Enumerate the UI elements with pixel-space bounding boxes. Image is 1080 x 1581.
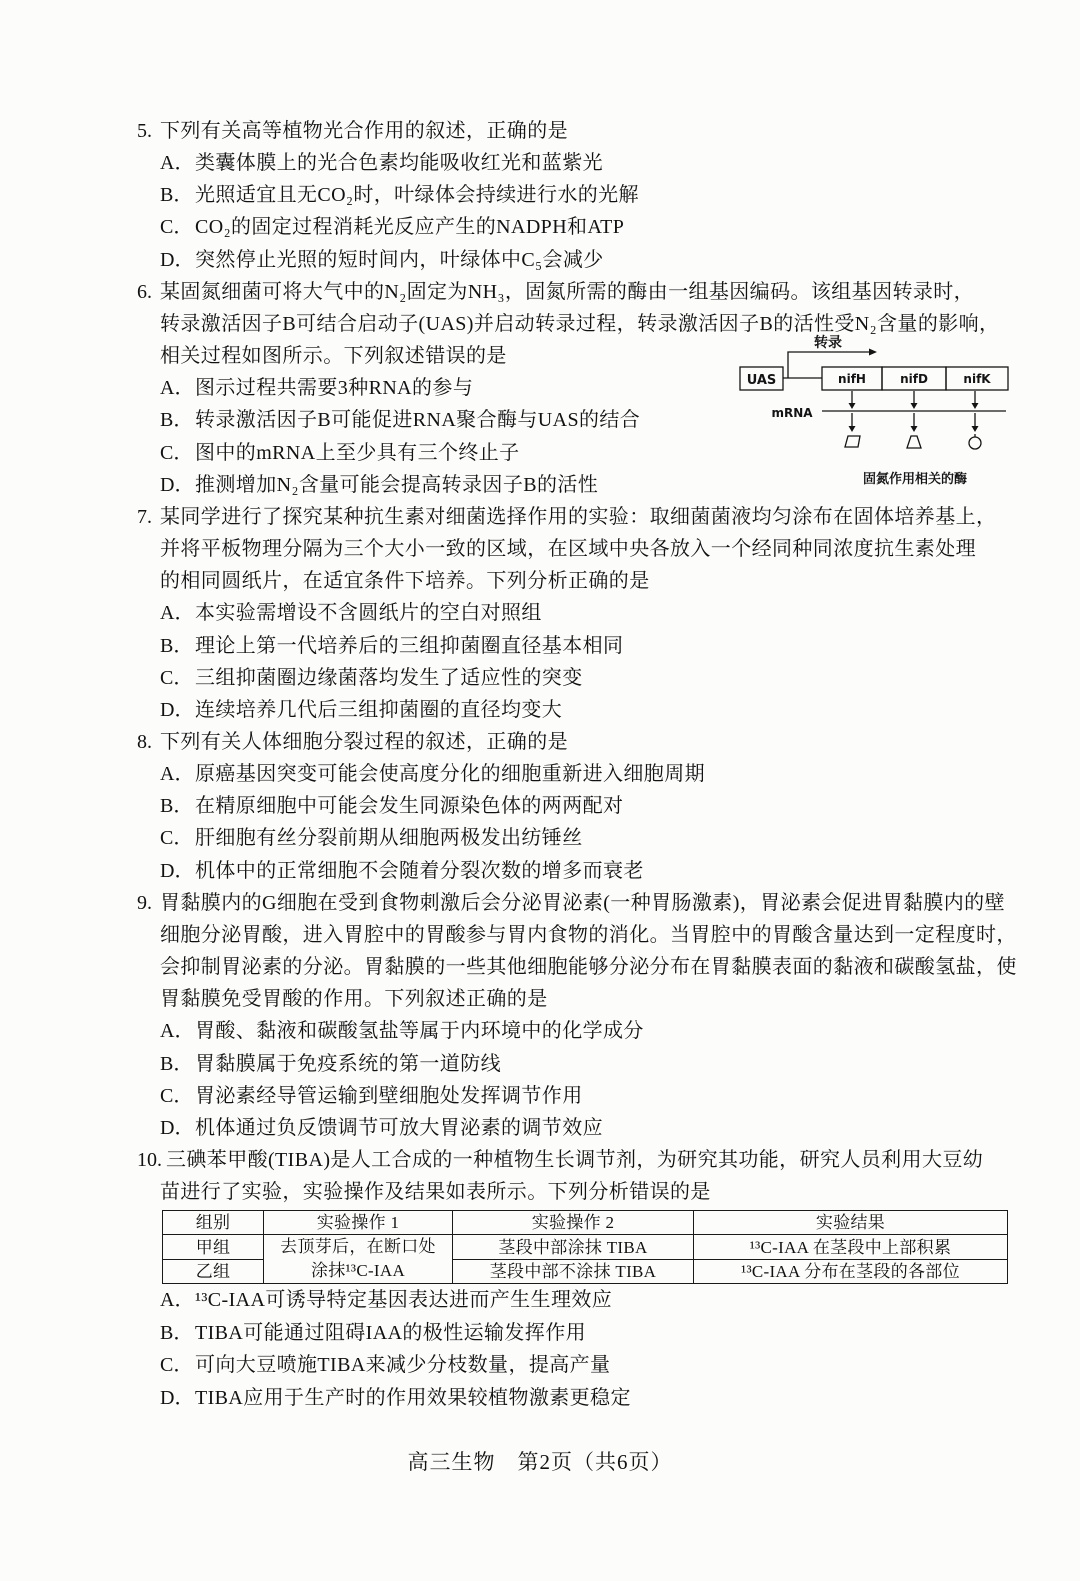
option-c [137, 211, 1037, 243]
question-stem [137, 501, 1037, 533]
stem-line: 下列有关高等植物光合作用的叙述，正确的是 [160, 120, 568, 142]
option-a [137, 1284, 1037, 1317]
option-label: B． [160, 1052, 194, 1075]
stem-line: 的相同圆纸片，在适宜条件下培养。下列分析正确的是 [160, 570, 650, 593]
gene-label-nifh: nifH [838, 372, 866, 386]
option-d [137, 1112, 1037, 1144]
stem-line: 某固氮细菌可将大气中的N₂固定为NH₃，固氮所需的酶由一组基因编码。该组基因转录时， [160, 280, 975, 303]
option-text: 图中的mRNA上至少具有三个终止子 [195, 441, 520, 464]
arrowhead-down [849, 426, 856, 432]
table-cell-op2: 茎段中部不涂抹 TIBA [453, 1259, 694, 1284]
stem-line: 胃黏膜免受胃酸的作用。下列叙述正确的是 [160, 988, 548, 1011]
option-text: 推测增加N₂含量可能会提高转录因子B的活性 [195, 473, 599, 496]
option-text: 理论上第一代培养后的三组抑菌圈直径基本相同 [195, 634, 624, 657]
stem-line: 某同学进行了探究某种抗生素对细菌选择作用的实验：取细菌菌液均匀涂布在固体培养基上， [160, 505, 997, 528]
question-number: 10. [137, 1149, 162, 1171]
question-9 [137, 887, 1037, 1144]
question-8 [137, 726, 1037, 887]
stem-line: 转录激活因子B可结合启动子(UAS)并启动转录过程，转录激活因子B的活性受N₂含量的影响， [160, 312, 1000, 335]
table-cell-shared-op1 [264, 1235, 453, 1284]
option-text: 胃黏膜属于免疫系统的第一道防线 [195, 1052, 501, 1075]
option-label: A． [160, 602, 195, 625]
option-label: D． [160, 859, 195, 882]
option-d [137, 855, 1037, 887]
option-label: D． [160, 1116, 195, 1139]
option-label: D． [160, 1386, 195, 1409]
arrowhead-down [972, 403, 979, 409]
option-b [137, 630, 1037, 662]
option-d [137, 244, 1037, 276]
table-header: 实验操作 2 [453, 1211, 694, 1235]
stem-line: 会抑制胃泌素的分泌。胃黏膜的一些其他细胞能够分泌分布在胃黏膜表面的黏液和碳酸氢盐，使 [160, 956, 1017, 979]
gene-label-nifd: nifD [900, 372, 928, 386]
option-text: 机体中的正常细胞不会随着分裂次数的增多而衰老 [195, 859, 644, 882]
question-column [137, 115, 1037, 1414]
enzyme-shape-cone [907, 436, 921, 448]
arrowhead-down [911, 426, 918, 432]
arrowhead-down [972, 426, 979, 432]
option-label: C． [160, 827, 194, 850]
enzyme-shape-trapezoid [845, 436, 860, 447]
option-a [137, 758, 1037, 790]
option-label: B． [160, 1321, 194, 1344]
option-label: D． [160, 698, 195, 721]
stem-line: 三碘苯甲酸(TIBA)是人工合成的一种植物生长调节剂，为研究其功能，研究人员利用大豆幼 [166, 1149, 984, 1171]
option-a [137, 147, 1037, 179]
option-label: C． [160, 666, 194, 689]
option-text: 突然停止光照的短时间内，叶绿体中C₅会减少 [195, 248, 604, 271]
experiment-table [162, 1210, 1008, 1284]
table-header-row [163, 1211, 1008, 1235]
table-header: 实验操作 1 [264, 1211, 453, 1235]
option-b [137, 1317, 1037, 1350]
option-label: B． [160, 409, 194, 432]
transcription-label: 转录 [814, 335, 842, 351]
option-label: C． [160, 441, 194, 464]
stem-line: 苗进行了实验，实验操作及结果如表所示。下列分析错误的是 [160, 1181, 711, 1204]
stem-line: 并将平板物理分隔为三个大小一致的区域，在区域中央各放入一个经同种同浓度抗生素处理 [160, 538, 976, 561]
option-b [137, 1048, 1037, 1080]
nitrogen-fixation-diagram [735, 330, 1015, 490]
table-cell-result: ¹³C-IAA 分布在茎段的各部位 [694, 1259, 1008, 1284]
mrna-label: mRNA [771, 406, 813, 420]
option-label: B． [160, 184, 194, 207]
option-c [137, 1349, 1037, 1382]
option-label: A． [160, 1020, 195, 1043]
option-text: 类囊体膜上的光合色素均能吸收红光和蓝紫光 [195, 152, 603, 175]
arrowhead-down [849, 403, 856, 409]
question-stem [137, 887, 1037, 919]
question-5 [137, 115, 1037, 276]
table-cell-group: 乙组 [163, 1259, 264, 1284]
option-label: B． [160, 634, 194, 657]
option-text: TIBA应用于生产时的作用效果较植物激素更稳定 [195, 1386, 631, 1409]
stem-line: 细胞分泌胃酸，进入胃腔中的胃酸参与胃内食物的消化。当胃腔中的胃酸含量达到一定程度时， [160, 923, 1017, 946]
option-text: 肝细胞有丝分裂前期从细胞两极发出纺锤丝 [195, 827, 583, 850]
table-cell-group: 甲组 [163, 1235, 264, 1260]
option-text: 光照适宜且无CO₂时，叶绿体会持续进行水的光解 [195, 184, 639, 207]
table-row [163, 1235, 1008, 1260]
option-label: B． [160, 795, 194, 818]
table-header: 组别 [163, 1211, 264, 1235]
option-b [137, 179, 1037, 211]
option-text: 三组抑菌圈边缘菌落均发生了适应性的突变 [195, 666, 583, 689]
question-stem [137, 115, 1037, 147]
question-stem [137, 1144, 1037, 1176]
arrowhead-right [869, 349, 877, 356]
option-text: ¹³C-IAA可诱导特定基因表达进而产生生理效应 [195, 1289, 613, 1312]
option-text: 在精原细胞中可能会发生同源染色体的两两配对 [195, 795, 624, 818]
question-number: 7. [137, 505, 152, 528]
option-c [137, 1080, 1037, 1112]
option-a [137, 1015, 1037, 1047]
option-c [137, 662, 1037, 694]
option-label: C． [160, 1354, 194, 1377]
option-label: A． [160, 1289, 195, 1312]
arrowhead-down [911, 403, 918, 409]
op1-line: 涂抹¹³C-IAA [310, 1261, 406, 1281]
table-cell-result: ¹³C-IAA 在茎段中上部积累 [694, 1235, 1008, 1260]
enzyme-shape-circle [969, 437, 981, 449]
question-stem [137, 726, 1037, 758]
option-label: A． [160, 763, 195, 786]
stem-line: 胃黏膜内的G细胞在受到食物刺激后会分泌胃泌素(一种胃肠激素)，胃泌素会促进胃黏膜内的壁 [160, 891, 1005, 914]
option-d [137, 1382, 1037, 1415]
option-label: D． [160, 473, 195, 496]
table-header: 实验结果 [694, 1211, 1008, 1235]
option-text: 胃泌素经导管运输到壁细胞处发挥调节作用 [195, 1084, 583, 1107]
option-text: 图示过程共需要3种RNA的参与 [195, 377, 474, 400]
option-text: 本实验需增设不含圆纸片的空白对照组 [195, 602, 542, 625]
option-b [137, 790, 1037, 822]
option-text: 胃酸、黏液和碳酸氢盐等属于内环境中的化学成分 [195, 1020, 644, 1043]
option-text: 原癌基因突变可能会使高度分化的细胞重新进入细胞周期 [195, 763, 705, 786]
option-text: CO₂的固定过程消耗光反应产生的NADPH和ATP [195, 216, 625, 239]
options-list [137, 1284, 1037, 1414]
question-number: 9. [137, 891, 152, 914]
option-label: C． [160, 1084, 194, 1107]
option-label: D． [160, 248, 195, 271]
question-number: 6. [137, 280, 152, 303]
option-text: 可向大豆喷施TIBA来减少分枝数量，提高产量 [195, 1354, 611, 1377]
option-text: 机体通过负反馈调节可放大胃泌素的调节效应 [195, 1116, 603, 1139]
gene-label-nifk: nifK [963, 372, 991, 386]
question-number: 5. [137, 120, 152, 142]
op1-line: 去顶芽后，在断口处 [280, 1237, 436, 1257]
option-c [137, 822, 1037, 854]
option-label: A． [160, 377, 195, 400]
question-stem [137, 276, 1037, 308]
question-number: 8. [137, 730, 152, 753]
question-10 [137, 1144, 1037, 1414]
stem-line: 相关过程如图所示。下列叙述错误的是 [160, 345, 507, 368]
option-text: TIBA可能通过阻碍IAA的极性运输发挥作用 [195, 1321, 587, 1344]
enzyme-label: 固氮作用相关的酶 [862, 472, 968, 487]
option-label: A． [160, 152, 195, 175]
option-text: 连续培养几代后三组抑菌圈的直径均变大 [195, 698, 563, 721]
option-d [137, 694, 1037, 726]
option-text: 转录激活因子B可能促进RNA聚合酶与UAS的结合 [195, 409, 641, 432]
page-footer: 高三生物 第2页（共6页） [407, 1450, 673, 1474]
stem-line: 下列有关人体细胞分裂过程的叙述，正确的是 [160, 730, 568, 753]
table-cell-op2: 茎段中部涂抹 TIBA [453, 1235, 694, 1260]
uas-label: UAS [746, 373, 777, 388]
option-a [137, 597, 1037, 629]
question-7 [137, 501, 1037, 726]
option-label: C． [160, 216, 194, 239]
